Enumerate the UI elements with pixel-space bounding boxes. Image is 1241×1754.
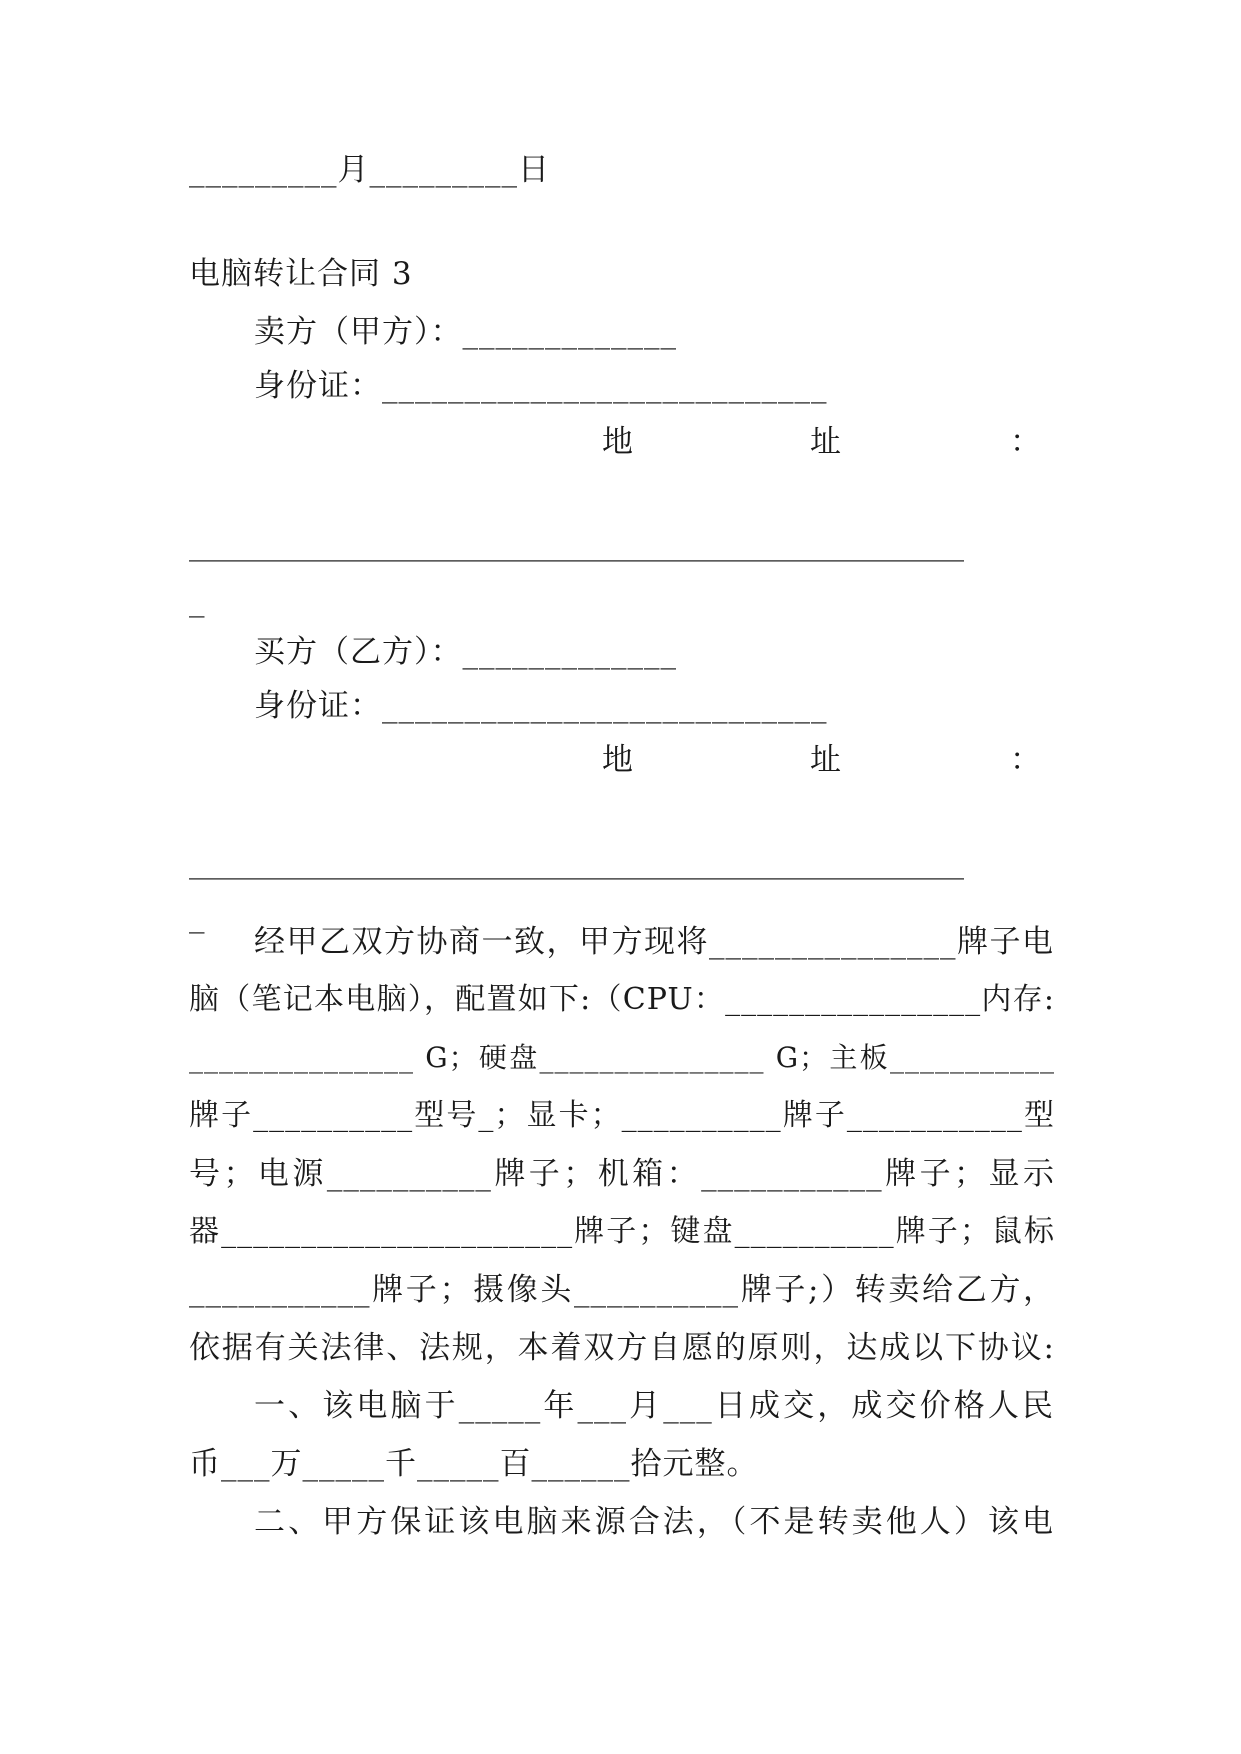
body-line: 经甲乙双方协商一致，甲方现将_______________牌子电	[254, 924, 1054, 960]
body-line: 脑（笔记本电脑），配置如下:（CPU：________________内存:	[189, 982, 1055, 1017]
buyer-address-char-1: 地	[602, 742, 634, 778]
seller-address-char-3: ：	[1010, 424, 1042, 460]
buyer-id-line: 身份证：___________________________	[254, 688, 828, 724]
body-line: _______________ G；硬盘_______________ G；主板___________	[189, 1041, 1055, 1074]
date-line: _________月_________日	[189, 152, 550, 188]
clause-1-line: 一、该电脑于_____年___月___日成交，成交价格人民	[254, 1388, 1054, 1424]
clause-1-amount-line: 币___万_____千_____百______拾元整。	[189, 1446, 759, 1482]
seller-address-blank: __________________________________________________	[189, 526, 964, 562]
section-title: 电脑转让合同 3	[189, 256, 413, 292]
seller-id-line: 身份证：___________________________	[254, 368, 828, 404]
buyer-address-tail: _	[189, 898, 206, 934]
seller-address-char-1: 地	[602, 424, 634, 460]
seller-address-char-2: 址	[810, 424, 842, 460]
body-line: 牌子__________型号_；显卡；__________牌子___________型	[189, 1098, 1055, 1133]
buyer-address-blank: __________________________________________________	[189, 844, 964, 880]
body-line: ___________牌子；摄像头__________牌子;）转卖给乙方，	[189, 1272, 1055, 1308]
body-line: 依据有关法律、法规，本着双方自愿的原则，达成以下协议:	[189, 1330, 1055, 1366]
body-line: 号；电源__________牌子；机箱：___________牌子；显示	[189, 1156, 1055, 1192]
buyer-address-char-2: 址	[810, 742, 842, 778]
seller-label: 卖方（甲方）：_____________	[254, 314, 677, 350]
buyer-label: 买方（乙方）：_____________	[254, 634, 677, 670]
body-line: 器______________________牌子；键盘__________牌子；鼠标	[189, 1214, 1055, 1249]
buyer-address-char-3: ：	[1010, 742, 1042, 778]
clause-2-line: 二、甲方保证该电脑来源合法，（不是转卖他人）该电	[254, 1504, 1054, 1540]
seller-address-tail: _	[189, 582, 206, 618]
